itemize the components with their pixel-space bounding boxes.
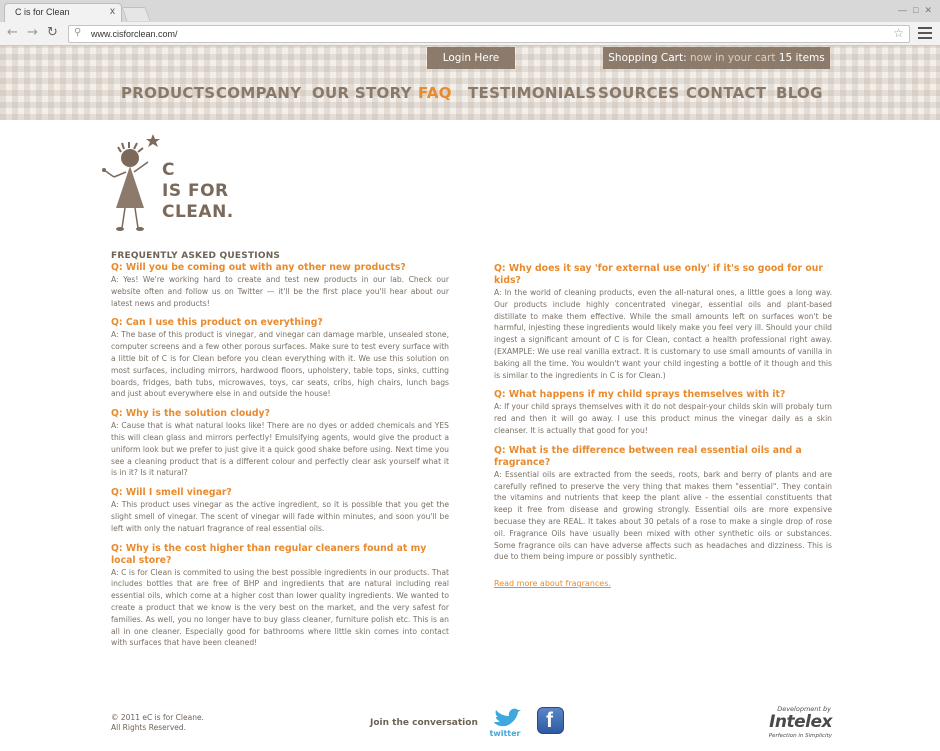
- faq-answer: A: C is for Clean is commited to using the best possible ingredients in our products. That includes bottles that are free of BHP and ingredients that are natural including real essential oils, which come at a higher cost than lower quality ingredients. We wanted to create a product that we know is the very best on the market, and the very safest for families. As well, you no longer have to buy glass cleaner, furniture polish etc. This is an all in one cleaner. Especially good for bathrooms where little skin comes into contact with surfaces that have been cleaned!: [111, 567, 449, 648]
- read-more-fragrances-link[interactable]: Read more about fragrances.: [494, 579, 611, 589]
- faq-answer: A: In the world of cleaning products, even the all-natural ones, a little goes a long way. Our products include highly concentrated vinegar, essential oils and plant-based distillate to make them effective. While the small amounts left on surfaces won't be harmful, injesting these ingredients would likely make you feel very ill. Should your child ingest a significant amount of C is for Clean, contact a health professional right away. (EXAMPLE: We use real vanilla extract. It is customary to use small amounts of vanilla in baking all the time. You wouldn't want your child ingesting a bottle of it though and this is similar to the ingredients in C is for Clean.): [494, 288, 832, 380]
- close-window-icon[interactable]: ✕: [924, 5, 932, 15]
- browser-tab[interactable]: [4, 3, 122, 23]
- nav-contact[interactable]: CONTACT: [686, 84, 767, 102]
- reload-icon[interactable]: ↻: [47, 25, 58, 40]
- main-nav: [114, 84, 834, 106]
- faq-answer: A: This product uses vinegar as the active ingredient, so it is possible that you get the slight smell of vinegar. The scent of vinegar will fade within minutes, and soon you'll be left with only the natuarl fragrance of real essential oils.: [111, 500, 449, 533]
- cart-count: 15 items: [778, 52, 825, 64]
- facebook-link[interactable]: [537, 707, 564, 734]
- address-bar[interactable]: [68, 25, 910, 43]
- faq-answer: A: If your child sprays themselves with it do not despair-your childs skin will probaly turn red and then it will go away. I use this product minus the vinegar daily as a skin cleanser. It is actually that good for you!: [494, 402, 832, 435]
- copyright: [111, 713, 204, 733]
- logo-line-3: CLEAN.: [162, 202, 234, 222]
- site-header: [0, 46, 940, 120]
- nav-sources[interactable]: SOURCES: [598, 84, 680, 102]
- faq-column-right: [494, 263, 832, 590]
- faq-answer: A: The base of this product is vinegar, and vinegar can damage marble, unsealed stone, computer screens and a few other porous surfaces. Make sure to test every surface with a little bit of C is for Clean before you clean everything with it. We use this solution on most surfaces, including mirrors, hardwood floors, upholstery, table tops, sinks, cutting boards, fridges, bath tubs, microwaves, toys, car seats, cribs, high chairs, lunch bags and just about everywhere else in and outside the house!: [111, 330, 449, 399]
- nav-testimonials[interactable]: TESTIMONIALS: [468, 84, 597, 102]
- logo-figure-icon[interactable]: [100, 132, 162, 236]
- copyright-line-2: All Rights Reserved.: [111, 723, 187, 732]
- logo-wordmark[interactable]: [162, 160, 234, 223]
- tab-close-icon[interactable]: x: [110, 6, 115, 17]
- faq-question: Q: What happens if my child sprays themselves with it?: [494, 389, 786, 401]
- search-icon: ⚲: [74, 27, 82, 38]
- faq-column-left: [111, 251, 449, 657]
- intelex-tagline: Perfection in Simplicity: [768, 733, 832, 739]
- browser-tab-strip: [0, 0, 940, 22]
- window-controls: [898, 5, 932, 16]
- url-text[interactable]: www.cisforclean.com/: [91, 29, 178, 39]
- forward-arrow-icon[interactable]: →: [27, 25, 38, 40]
- intelex-logo[interactable]: Intelex: [769, 712, 832, 732]
- faq-heading: FREQUENTLY ASKED QUESTIONS: [111, 251, 281, 261]
- faq-question: Q: Will I smell vinegar?: [111, 487, 232, 499]
- join-conversation-label: Join the conversation: [370, 718, 478, 728]
- development-by-label: Development by: [777, 705, 831, 713]
- tab-title: C is for Clean: [15, 7, 70, 17]
- faq-answer: A: Cause that is what natural looks like! There are no dyes or added chemicals and YES this will clean glass and mirrors perfectly! Emulsifying agents, would give the product a uniform look but we prefer to just give it a quick good shake before using. Next time you see a cleaning product that is a different colour and perfectly clear ask yourself what it is in it? Is it natural?: [111, 421, 449, 478]
- twitter-link[interactable]: [486, 708, 524, 740]
- new-tab-button[interactable]: [121, 7, 150, 21]
- cart-status: now in your cart: [689, 52, 776, 64]
- back-arrow-icon[interactable]: ←: [7, 25, 18, 40]
- cart-label: Shopping Cart:: [608, 52, 687, 64]
- star-icon[interactable]: ☆: [893, 26, 904, 40]
- faq-question: Q: Why does it say 'for external use only' if it's so good for our kids?: [494, 263, 823, 286]
- faq-question: Q: Can I use this product on everything?: [111, 317, 323, 329]
- logo-line-1: C: [162, 160, 175, 180]
- faq-answer: A: Essential oils are extracted from the seeds, roots, bark and berry of plants and are carefully refined to preserve the very thing that makes them "essential". They contain the vitamins and nutrients that keep the plant alive - the essential constituents that keep it free from disease and growing strongly. Essential oils are more expensive becuase they are REAL. It takes about 30 petals of a rose to make a single drop of rose oil. Fragrance Oils have usually been mixed with other synthetic oils or substances. Some fragrance oils can have adverse affects such as headaches and dizziness. This is due to them being impure or possibly synthetic.: [494, 469, 832, 562]
- faq-question: Q: Will you be coming out with any other new products?: [111, 262, 406, 273]
- login-button[interactable]: Login Here: [427, 47, 515, 69]
- nav-company[interactable]: COMPANY: [216, 84, 302, 102]
- maximize-icon[interactable]: □: [913, 5, 919, 15]
- faq-answer: A: Yes! We're working hard to create and test new products in our lab. Check our website often and follow us on Twitter — it'll be the first place you'll hear about our latest news and products!: [111, 275, 449, 308]
- nav-our-story[interactable]: OUR STORY: [312, 84, 412, 102]
- shopping-cart-button[interactable]: [603, 47, 830, 69]
- twitter-label: twitter: [489, 729, 521, 738]
- faq-question: Q: Why is the cost higher than regular cleaners found at my local store?: [111, 542, 427, 566]
- nav-blog[interactable]: BLOG: [776, 84, 823, 102]
- faq-question: Q: Why is the solution cloudy?: [111, 408, 271, 420]
- facebook-icon: f: [546, 709, 553, 732]
- minimize-icon[interactable]: —: [898, 5, 908, 15]
- browser-toolbar: [0, 22, 940, 46]
- nav-faq[interactable]: FAQ: [418, 84, 452, 102]
- menu-icon[interactable]: [918, 27, 932, 42]
- faq-question: Q: What is the difference between real essential oils and a fragrance?: [494, 444, 802, 468]
- twitter-bird-icon: [486, 708, 524, 730]
- nav-products[interactable]: PRODUCTS: [121, 84, 216, 102]
- copyright-line-1: © 2011 eC is for Cleane.: [111, 713, 204, 722]
- logo-line-2: IS FOR: [162, 181, 229, 201]
